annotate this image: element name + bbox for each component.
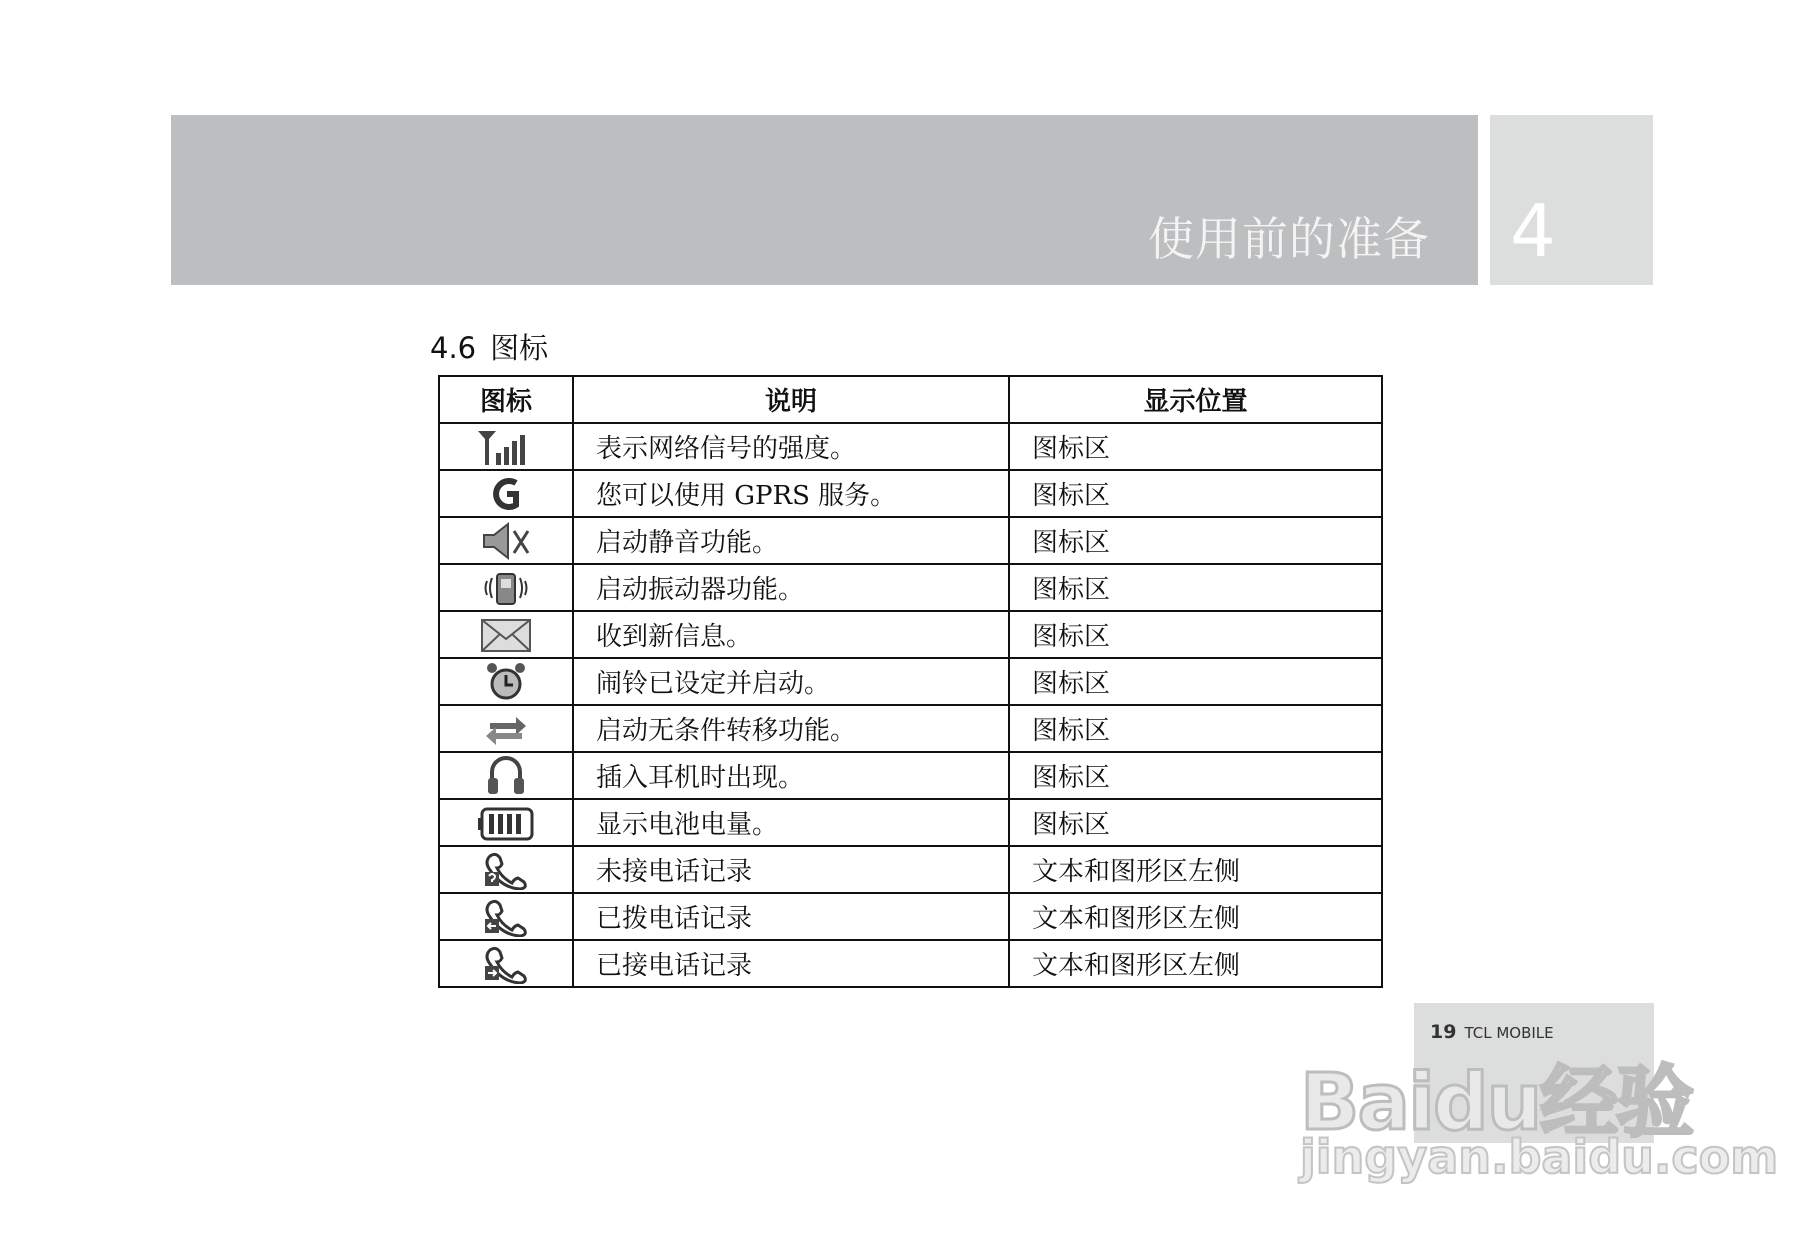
row-description: 启动无条件转移功能。 (573, 705, 1009, 752)
section-number: 4.6 (430, 331, 477, 365)
icon-cell (439, 564, 573, 611)
table-row (439, 846, 1382, 893)
row-location: 图标区 (1009, 799, 1382, 846)
table-row (439, 893, 1382, 940)
table-header-row (439, 376, 1382, 423)
missed-call-icon (482, 850, 530, 890)
row-description: 您可以使用 GPRS 服务。 (573, 470, 1009, 517)
icons-table (438, 375, 1383, 988)
chapter-number: 4 (1510, 189, 1556, 273)
icon-cell (439, 752, 573, 799)
battery-icon (476, 803, 536, 843)
received-call-icon (482, 944, 530, 984)
column-header-location: 显示位置 (1009, 376, 1382, 423)
icon-cell (439, 611, 573, 658)
row-location: 文本和图形区左侧 (1009, 846, 1382, 893)
row-description: 启动静音功能。 (573, 517, 1009, 564)
row-description: 未接电话记录 (573, 846, 1009, 893)
row-location: 图标区 (1009, 470, 1382, 517)
row-location: 图标区 (1009, 658, 1382, 705)
icon-cell (439, 470, 573, 517)
alarm-clock-icon (482, 662, 530, 702)
icon-cell (439, 940, 573, 987)
chapter-title: 使用前的准备 (1148, 212, 1430, 266)
icon-cell (439, 846, 573, 893)
page-number: 19 (1430, 1021, 1457, 1043)
icon-cell (439, 799, 573, 846)
row-location: 图标区 (1009, 423, 1382, 470)
table-row (439, 658, 1382, 705)
row-location: 文本和图形区左侧 (1009, 940, 1382, 987)
table-row (439, 752, 1382, 799)
icon-cell (439, 893, 573, 940)
row-location: 图标区 (1009, 752, 1382, 799)
watermark-logo: Baidu经验 (1300, 1058, 1693, 1148)
chapter-header-band (171, 115, 1478, 285)
baidu-watermark (1300, 1040, 1779, 1200)
row-description: 闹铃已设定并启动。 (573, 658, 1009, 705)
table-row (439, 517, 1382, 564)
icon-cell (439, 423, 573, 470)
row-description: 收到新信息。 (573, 611, 1009, 658)
headset-icon (482, 756, 530, 796)
row-location: 图标区 (1009, 705, 1382, 752)
table-row (439, 470, 1382, 517)
column-header-icon: 图标 (439, 376, 573, 423)
table-row (439, 705, 1382, 752)
call-forward-icon (482, 709, 530, 749)
watermark-url: jingyan.baidu.com (1300, 1130, 1779, 1184)
table-row (439, 799, 1382, 846)
table-row (439, 940, 1382, 987)
signal-strength-icon (474, 427, 538, 467)
row-description: 已拨电话记录 (573, 893, 1009, 940)
table-row (439, 611, 1382, 658)
row-location: 文本和图形区左侧 (1009, 893, 1382, 940)
row-description: 启动振动器功能。 (573, 564, 1009, 611)
gprs-icon (486, 474, 526, 514)
table-row (439, 564, 1382, 611)
section-heading (430, 326, 548, 367)
chapter-number-box (1490, 115, 1653, 285)
row-description: 插入耳机时出现。 (573, 752, 1009, 799)
row-location: 图标区 (1009, 517, 1382, 564)
table-row (439, 423, 1382, 470)
row-description: 表示网络信号的强度。 (573, 423, 1009, 470)
row-location: 图标区 (1009, 611, 1382, 658)
section-title: 图标 (490, 331, 549, 365)
vibrate-icon (482, 568, 530, 608)
icon-cell (439, 658, 573, 705)
column-header-description: 说明 (573, 376, 1009, 423)
mute-icon (478, 521, 534, 561)
envelope-icon (478, 615, 534, 655)
row-description: 已接电话记录 (573, 940, 1009, 987)
row-location: 图标区 (1009, 564, 1382, 611)
dialed-call-icon (482, 897, 530, 937)
icon-cell (439, 705, 573, 752)
icon-cell (439, 517, 573, 564)
row-description: 显示电池电量。 (573, 799, 1009, 846)
brand-name: TCL MOBILE (1464, 1024, 1554, 1042)
